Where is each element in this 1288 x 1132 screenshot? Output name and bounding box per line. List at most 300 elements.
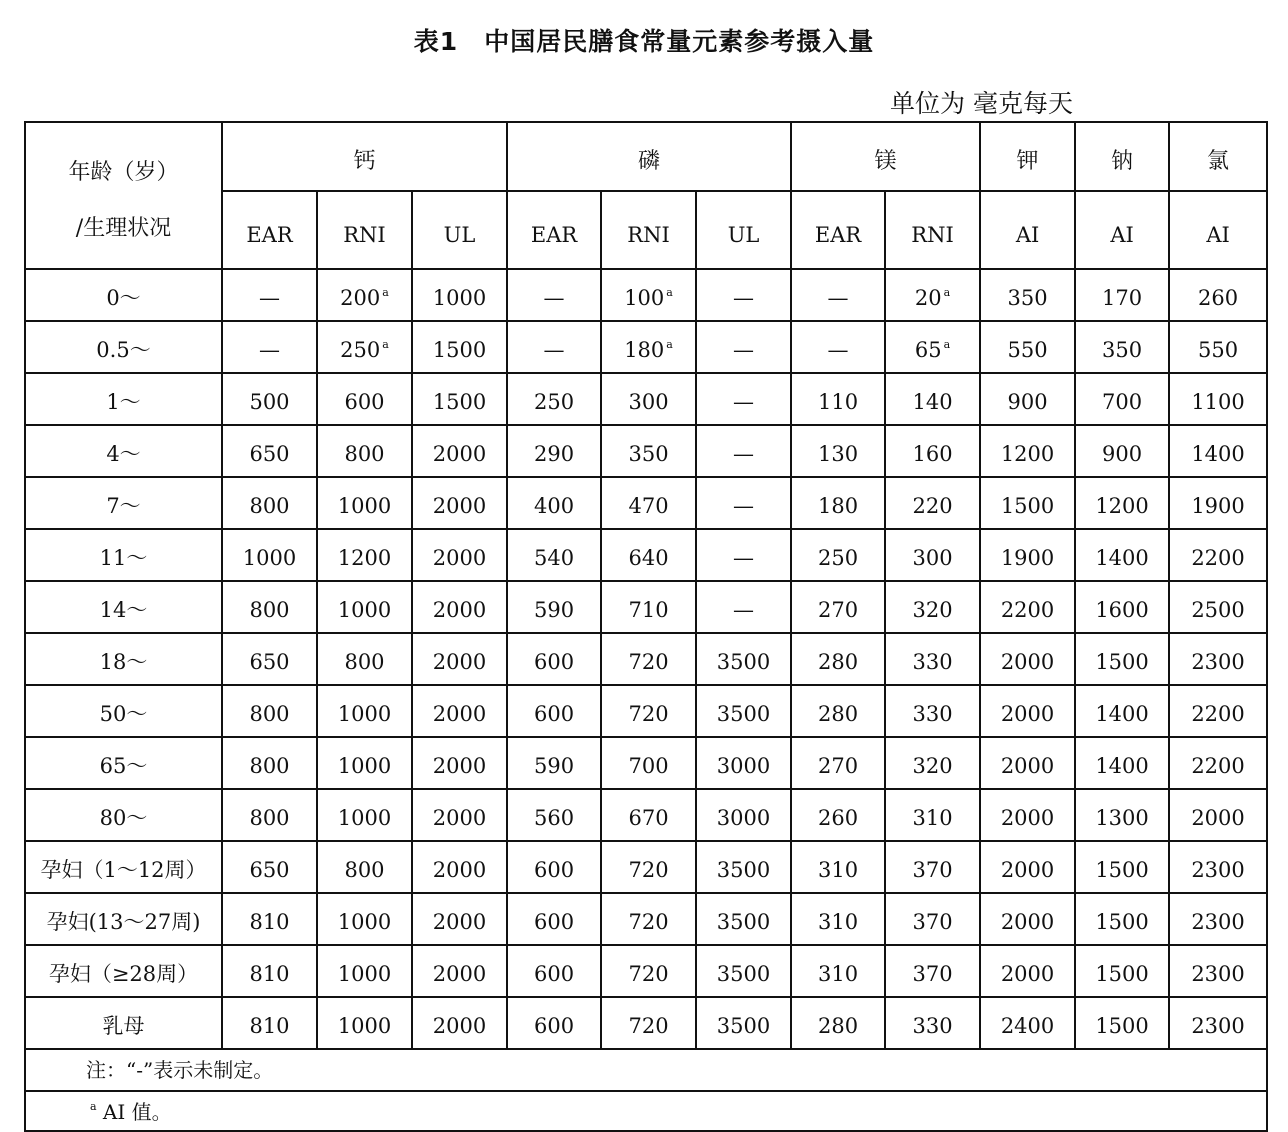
ai-footnote-marker: a xyxy=(382,286,389,299)
cell-value: 800 xyxy=(249,597,290,622)
cell-value: 1500 xyxy=(1095,857,1149,882)
value-cell xyxy=(980,269,1075,321)
value-cell xyxy=(507,581,601,633)
value-cell xyxy=(791,789,885,841)
cell-value: 800 xyxy=(249,701,290,726)
cell-value: 370 xyxy=(912,857,953,882)
value-cell xyxy=(412,789,507,841)
age-cell: 4～ xyxy=(25,425,222,477)
age-cell: 14～ xyxy=(25,581,222,633)
value-cell xyxy=(980,685,1075,737)
subcolumn-header: AI xyxy=(1169,191,1267,269)
cell-value: — xyxy=(733,493,755,518)
value-cell xyxy=(1169,685,1267,737)
cell-value: 2000 xyxy=(432,961,487,986)
cell-value: 2300 xyxy=(1191,857,1245,882)
cell-value: 1400 xyxy=(1095,701,1149,726)
value-cell xyxy=(507,685,601,737)
cell-value: 800 xyxy=(344,649,385,674)
cell-value: 590 xyxy=(533,597,575,622)
cell-value: 700 xyxy=(1102,389,1143,414)
cell-value: 310 xyxy=(817,961,859,986)
value-cell xyxy=(696,893,791,945)
cell-value: 600 xyxy=(533,701,575,726)
value-cell xyxy=(1169,269,1267,321)
table-row xyxy=(25,737,1267,789)
cell-value: 900 xyxy=(1102,441,1143,466)
value-cell xyxy=(412,425,507,477)
value-cell xyxy=(222,633,317,685)
cell-value: 2400 xyxy=(1000,1013,1055,1038)
cell-value: 1200 xyxy=(1095,493,1149,518)
value-cell xyxy=(1075,737,1169,789)
cell-value: 3500 xyxy=(716,1013,771,1038)
cell-value: 2000 xyxy=(432,597,487,622)
cell-value: — xyxy=(733,285,755,310)
value-cell xyxy=(1075,945,1169,997)
table-row xyxy=(25,789,1267,841)
cell-value: 2000 xyxy=(432,1013,487,1038)
cell-value: 700 xyxy=(628,753,669,778)
value-cell xyxy=(222,945,317,997)
age-cell: 65～ xyxy=(25,737,222,789)
cell-value: 1000 xyxy=(432,285,487,310)
value-cell xyxy=(885,997,980,1049)
value-cell xyxy=(980,529,1075,581)
cell-value: 3000 xyxy=(716,805,771,830)
value-cell xyxy=(222,477,317,529)
value-cell xyxy=(601,893,696,945)
cell-value: 1000 xyxy=(337,805,392,830)
cell-value: 2300 xyxy=(1191,961,1245,986)
table-row xyxy=(25,633,1267,685)
cell-value: 260 xyxy=(1198,285,1239,310)
value-cell xyxy=(507,737,601,789)
value-cell xyxy=(601,945,696,997)
cell-value: 20 xyxy=(914,286,942,310)
cell-value: — xyxy=(259,285,280,310)
cell-value: 720 xyxy=(628,701,669,726)
cell-value: 370 xyxy=(912,961,953,986)
cell-value: 160 xyxy=(912,441,953,466)
value-cell xyxy=(601,633,696,685)
cell-value: 550 xyxy=(1007,337,1048,362)
value-cell xyxy=(885,529,980,581)
value-cell xyxy=(1169,633,1267,685)
value-cell xyxy=(791,633,885,685)
value-cell xyxy=(317,789,412,841)
value-cell xyxy=(1075,789,1169,841)
value-cell xyxy=(412,373,507,425)
value-cell xyxy=(1169,529,1267,581)
value-cell xyxy=(980,789,1075,841)
age-header-line2: /生理状况 xyxy=(75,215,172,241)
value-cell xyxy=(885,373,980,425)
age-cell: 1～ xyxy=(25,373,222,425)
subcolumn-header: RNI xyxy=(317,191,412,269)
value-cell xyxy=(885,685,980,737)
cell-value: 810 xyxy=(249,909,290,934)
footnote-ai-text: AI 值。 xyxy=(102,1099,172,1124)
table-row xyxy=(25,477,1267,529)
value-cell xyxy=(791,321,885,373)
ai-footnote-marker: a xyxy=(943,286,951,299)
cell-value: 350 xyxy=(628,441,669,466)
value-cell xyxy=(696,373,791,425)
cell-value: 2000 xyxy=(432,753,487,778)
cell-value: 100 xyxy=(624,286,665,310)
footnote-ai-marker: a xyxy=(90,1099,97,1113)
cell-value: 2000 xyxy=(432,909,487,934)
cell-value: — xyxy=(733,441,755,466)
value-cell xyxy=(696,477,791,529)
cell-value: 2200 xyxy=(1191,545,1245,570)
age-cell: 11～ xyxy=(25,529,222,581)
table-row xyxy=(25,685,1267,737)
value-cell xyxy=(791,425,885,477)
value-cell xyxy=(222,425,317,477)
cell-value: 810 xyxy=(249,1013,290,1038)
value-cell xyxy=(507,841,601,893)
value-cell xyxy=(885,893,980,945)
value-cell xyxy=(601,425,696,477)
cell-value: 2000 xyxy=(1000,649,1055,674)
value-cell xyxy=(317,841,412,893)
table-row xyxy=(25,321,1267,373)
cell-value: 2000 xyxy=(1000,909,1055,934)
cell-value: 1500 xyxy=(432,337,487,362)
value-cell xyxy=(507,269,601,321)
age-cell: 0～ xyxy=(25,269,222,321)
cell-value: 1200 xyxy=(337,545,392,570)
cell-value: 1500 xyxy=(432,389,487,414)
cell-value: 2000 xyxy=(432,857,487,882)
cell-value: 270 xyxy=(817,597,859,622)
table-row xyxy=(25,529,1267,581)
cell-value: 1300 xyxy=(1095,805,1149,830)
cell-value: 2200 xyxy=(1191,753,1245,778)
cell-value: 2000 xyxy=(1000,961,1055,986)
cell-value: 300 xyxy=(628,389,669,414)
value-cell xyxy=(222,373,317,425)
cell-value: 900 xyxy=(1007,389,1048,414)
age-cell: 孕妇(13～27周) xyxy=(25,893,222,945)
value-cell xyxy=(222,269,317,321)
value-cell xyxy=(1169,581,1267,633)
cell-value: 1000 xyxy=(337,493,392,518)
value-cell xyxy=(222,997,317,1049)
value-cell xyxy=(980,633,1075,685)
value-cell xyxy=(601,373,696,425)
value-cell xyxy=(980,945,1075,997)
cell-value: 330 xyxy=(912,649,953,674)
cell-value: 1000 xyxy=(337,597,392,622)
cell-value: 3500 xyxy=(716,857,771,882)
cell-value: 280 xyxy=(817,649,859,674)
footnote-dash: 注：“-”表示未制定。 xyxy=(25,1049,1267,1091)
subcolumn-header: RNI xyxy=(601,191,696,269)
value-cell xyxy=(601,321,696,373)
value-cell xyxy=(1075,841,1169,893)
cell-value: 2000 xyxy=(432,441,487,466)
table-row xyxy=(25,581,1267,633)
cell-value: 170 xyxy=(1102,285,1143,310)
cell-value: 1900 xyxy=(1191,493,1245,518)
cell-value: 600 xyxy=(344,389,385,414)
value-cell xyxy=(1075,477,1169,529)
value-cell xyxy=(1075,529,1169,581)
value-cell xyxy=(980,893,1075,945)
value-cell xyxy=(980,997,1075,1049)
cell-value: 280 xyxy=(817,1013,859,1038)
cell-value: 2000 xyxy=(1191,805,1245,830)
value-cell xyxy=(1075,373,1169,425)
value-cell xyxy=(885,945,980,997)
cell-value: 350 xyxy=(1007,285,1048,310)
value-cell xyxy=(412,581,507,633)
nutrient-table xyxy=(24,121,1268,1132)
value-cell xyxy=(1169,321,1267,373)
subcolumn-header: AI xyxy=(1075,191,1169,269)
value-cell xyxy=(412,893,507,945)
subcolumn-header: EAR xyxy=(507,191,601,269)
cell-value: 1000 xyxy=(337,961,392,986)
cell-value: 1000 xyxy=(337,701,392,726)
age-cell: 孕妇（≥28周） xyxy=(25,945,222,997)
value-cell xyxy=(696,321,791,373)
value-cell xyxy=(317,997,412,1049)
value-cell xyxy=(317,685,412,737)
cell-value: 720 xyxy=(628,857,669,882)
value-cell xyxy=(980,373,1075,425)
value-cell xyxy=(1169,841,1267,893)
value-cell xyxy=(696,737,791,789)
value-cell xyxy=(317,477,412,529)
value-cell xyxy=(1075,425,1169,477)
value-cell xyxy=(980,425,1075,477)
value-cell xyxy=(601,737,696,789)
cell-value: 1900 xyxy=(1000,545,1055,570)
value-cell xyxy=(412,737,507,789)
value-cell xyxy=(1169,477,1267,529)
cell-value: 590 xyxy=(533,753,575,778)
value-cell xyxy=(696,425,791,477)
age-cell: 80～ xyxy=(25,789,222,841)
cell-value: 2000 xyxy=(1000,857,1055,882)
value-cell xyxy=(601,477,696,529)
cell-value: 1500 xyxy=(1095,961,1149,986)
value-cell xyxy=(222,529,317,581)
cell-value: 2300 xyxy=(1191,649,1245,674)
value-cell xyxy=(412,321,507,373)
cell-value: — xyxy=(543,337,565,362)
cell-value: 3500 xyxy=(716,909,771,934)
value-cell xyxy=(885,841,980,893)
cell-value: — xyxy=(827,337,849,362)
value-cell xyxy=(412,529,507,581)
cell-value: 800 xyxy=(249,805,290,830)
group-header-phosphorus: 磷 xyxy=(507,122,791,191)
value-cell xyxy=(696,841,791,893)
value-cell xyxy=(507,945,601,997)
value-cell xyxy=(1169,789,1267,841)
value-cell xyxy=(317,529,412,581)
table-row xyxy=(25,373,1267,425)
cell-value: 720 xyxy=(628,649,669,674)
cell-value: 710 xyxy=(628,597,669,622)
value-cell xyxy=(1075,997,1169,1049)
cell-value: — xyxy=(733,389,755,414)
cell-value: 1500 xyxy=(1095,1013,1149,1038)
cell-value: 810 xyxy=(249,961,290,986)
cell-value: — xyxy=(733,597,755,622)
value-cell xyxy=(885,581,980,633)
value-cell xyxy=(980,737,1075,789)
ai-footnote-marker: a xyxy=(382,338,389,351)
value-cell xyxy=(1169,945,1267,997)
cell-value: 800 xyxy=(344,441,385,466)
value-cell xyxy=(791,997,885,1049)
cell-value: 180 xyxy=(624,338,665,362)
age-cell: 7～ xyxy=(25,477,222,529)
subcolumn-header: RNI xyxy=(885,191,980,269)
value-cell xyxy=(1075,581,1169,633)
value-cell xyxy=(980,321,1075,373)
cell-value: — xyxy=(259,337,280,362)
cell-value: 250 xyxy=(533,389,575,414)
cell-value: 1500 xyxy=(1000,493,1055,518)
cell-value: 250 xyxy=(340,338,381,362)
cell-value: 320 xyxy=(912,597,953,622)
value-cell xyxy=(696,269,791,321)
value-cell xyxy=(507,997,601,1049)
group-header-potassium: 钾 xyxy=(980,122,1075,191)
value-cell xyxy=(412,477,507,529)
cell-value: 2000 xyxy=(1000,753,1055,778)
cell-value: 1000 xyxy=(337,909,392,934)
cell-value: 600 xyxy=(533,857,575,882)
unit-label: 单位为 毫克每天 xyxy=(890,89,1073,118)
cell-value: 370 xyxy=(912,909,953,934)
value-cell xyxy=(791,269,885,321)
ai-footnote-marker: a xyxy=(943,338,951,351)
value-cell xyxy=(601,685,696,737)
subcolumn-header: UL xyxy=(696,191,791,269)
cell-value: 1200 xyxy=(1000,441,1055,466)
age-cell: 50～ xyxy=(25,685,222,737)
value-cell xyxy=(791,737,885,789)
value-cell xyxy=(1169,893,1267,945)
value-cell xyxy=(1169,425,1267,477)
value-cell xyxy=(412,945,507,997)
group-header-magnesium: 镁 xyxy=(791,122,980,191)
table-row xyxy=(25,269,1267,321)
cell-value: 2000 xyxy=(432,805,487,830)
value-cell xyxy=(412,841,507,893)
value-cell xyxy=(980,841,1075,893)
value-cell xyxy=(885,737,980,789)
value-cell xyxy=(791,581,885,633)
cell-value: 1500 xyxy=(1095,649,1149,674)
value-cell xyxy=(601,997,696,1049)
cell-value: 600 xyxy=(533,1013,575,1038)
value-cell xyxy=(412,997,507,1049)
cell-value: 1100 xyxy=(1191,389,1245,414)
cell-value: 1600 xyxy=(1095,597,1149,622)
cell-value: 470 xyxy=(628,493,669,518)
value-cell xyxy=(222,321,317,373)
cell-value: 320 xyxy=(912,753,953,778)
cell-value: 2000 xyxy=(432,649,487,674)
value-cell xyxy=(1075,269,1169,321)
value-cell xyxy=(317,321,412,373)
value-cell xyxy=(791,945,885,997)
value-cell xyxy=(317,737,412,789)
value-cell xyxy=(696,945,791,997)
value-cell xyxy=(222,581,317,633)
cell-value: 650 xyxy=(249,649,290,674)
value-cell xyxy=(1075,893,1169,945)
value-cell xyxy=(507,321,601,373)
table-row xyxy=(25,425,1267,477)
value-cell xyxy=(507,529,601,581)
cell-value: — xyxy=(733,545,755,570)
age-cell: 乳母 xyxy=(25,997,222,1049)
cell-value: 310 xyxy=(817,909,859,934)
cell-value: 300 xyxy=(912,545,953,570)
table-row xyxy=(25,893,1267,945)
value-cell xyxy=(696,633,791,685)
cell-value: 2500 xyxy=(1191,597,1245,622)
cell-value: 1000 xyxy=(337,753,392,778)
value-cell xyxy=(412,685,507,737)
value-cell xyxy=(507,633,601,685)
value-cell xyxy=(1169,997,1267,1049)
cell-value: 2300 xyxy=(1191,909,1245,934)
value-cell xyxy=(317,945,412,997)
cell-value: — xyxy=(733,337,755,362)
cell-value: 2200 xyxy=(1000,597,1055,622)
cell-value: 650 xyxy=(249,857,290,882)
group-header-sodium: 钠 xyxy=(1075,122,1169,191)
cell-value: 250 xyxy=(817,545,859,570)
value-cell xyxy=(507,477,601,529)
cell-value: 350 xyxy=(1102,337,1143,362)
value-cell xyxy=(696,685,791,737)
value-cell xyxy=(507,373,601,425)
ai-footnote-marker: a xyxy=(666,286,673,299)
cell-value: 330 xyxy=(912,701,953,726)
cell-value: 1000 xyxy=(337,1013,392,1038)
value-cell xyxy=(1075,633,1169,685)
value-cell xyxy=(222,789,317,841)
value-cell xyxy=(791,685,885,737)
cell-value: 270 xyxy=(817,753,859,778)
cell-value: 500 xyxy=(249,389,290,414)
group-header-chlorine: 氯 xyxy=(1169,122,1267,191)
cell-value: 2000 xyxy=(432,545,487,570)
value-cell xyxy=(980,581,1075,633)
cell-value: 1400 xyxy=(1191,441,1245,466)
value-cell xyxy=(1169,373,1267,425)
cell-value: 550 xyxy=(1198,337,1239,362)
value-cell xyxy=(885,425,980,477)
value-cell xyxy=(412,633,507,685)
value-cell xyxy=(507,789,601,841)
age-cell: 孕妇（1～12周） xyxy=(25,841,222,893)
cell-value: 2200 xyxy=(1191,701,1245,726)
value-cell xyxy=(507,425,601,477)
